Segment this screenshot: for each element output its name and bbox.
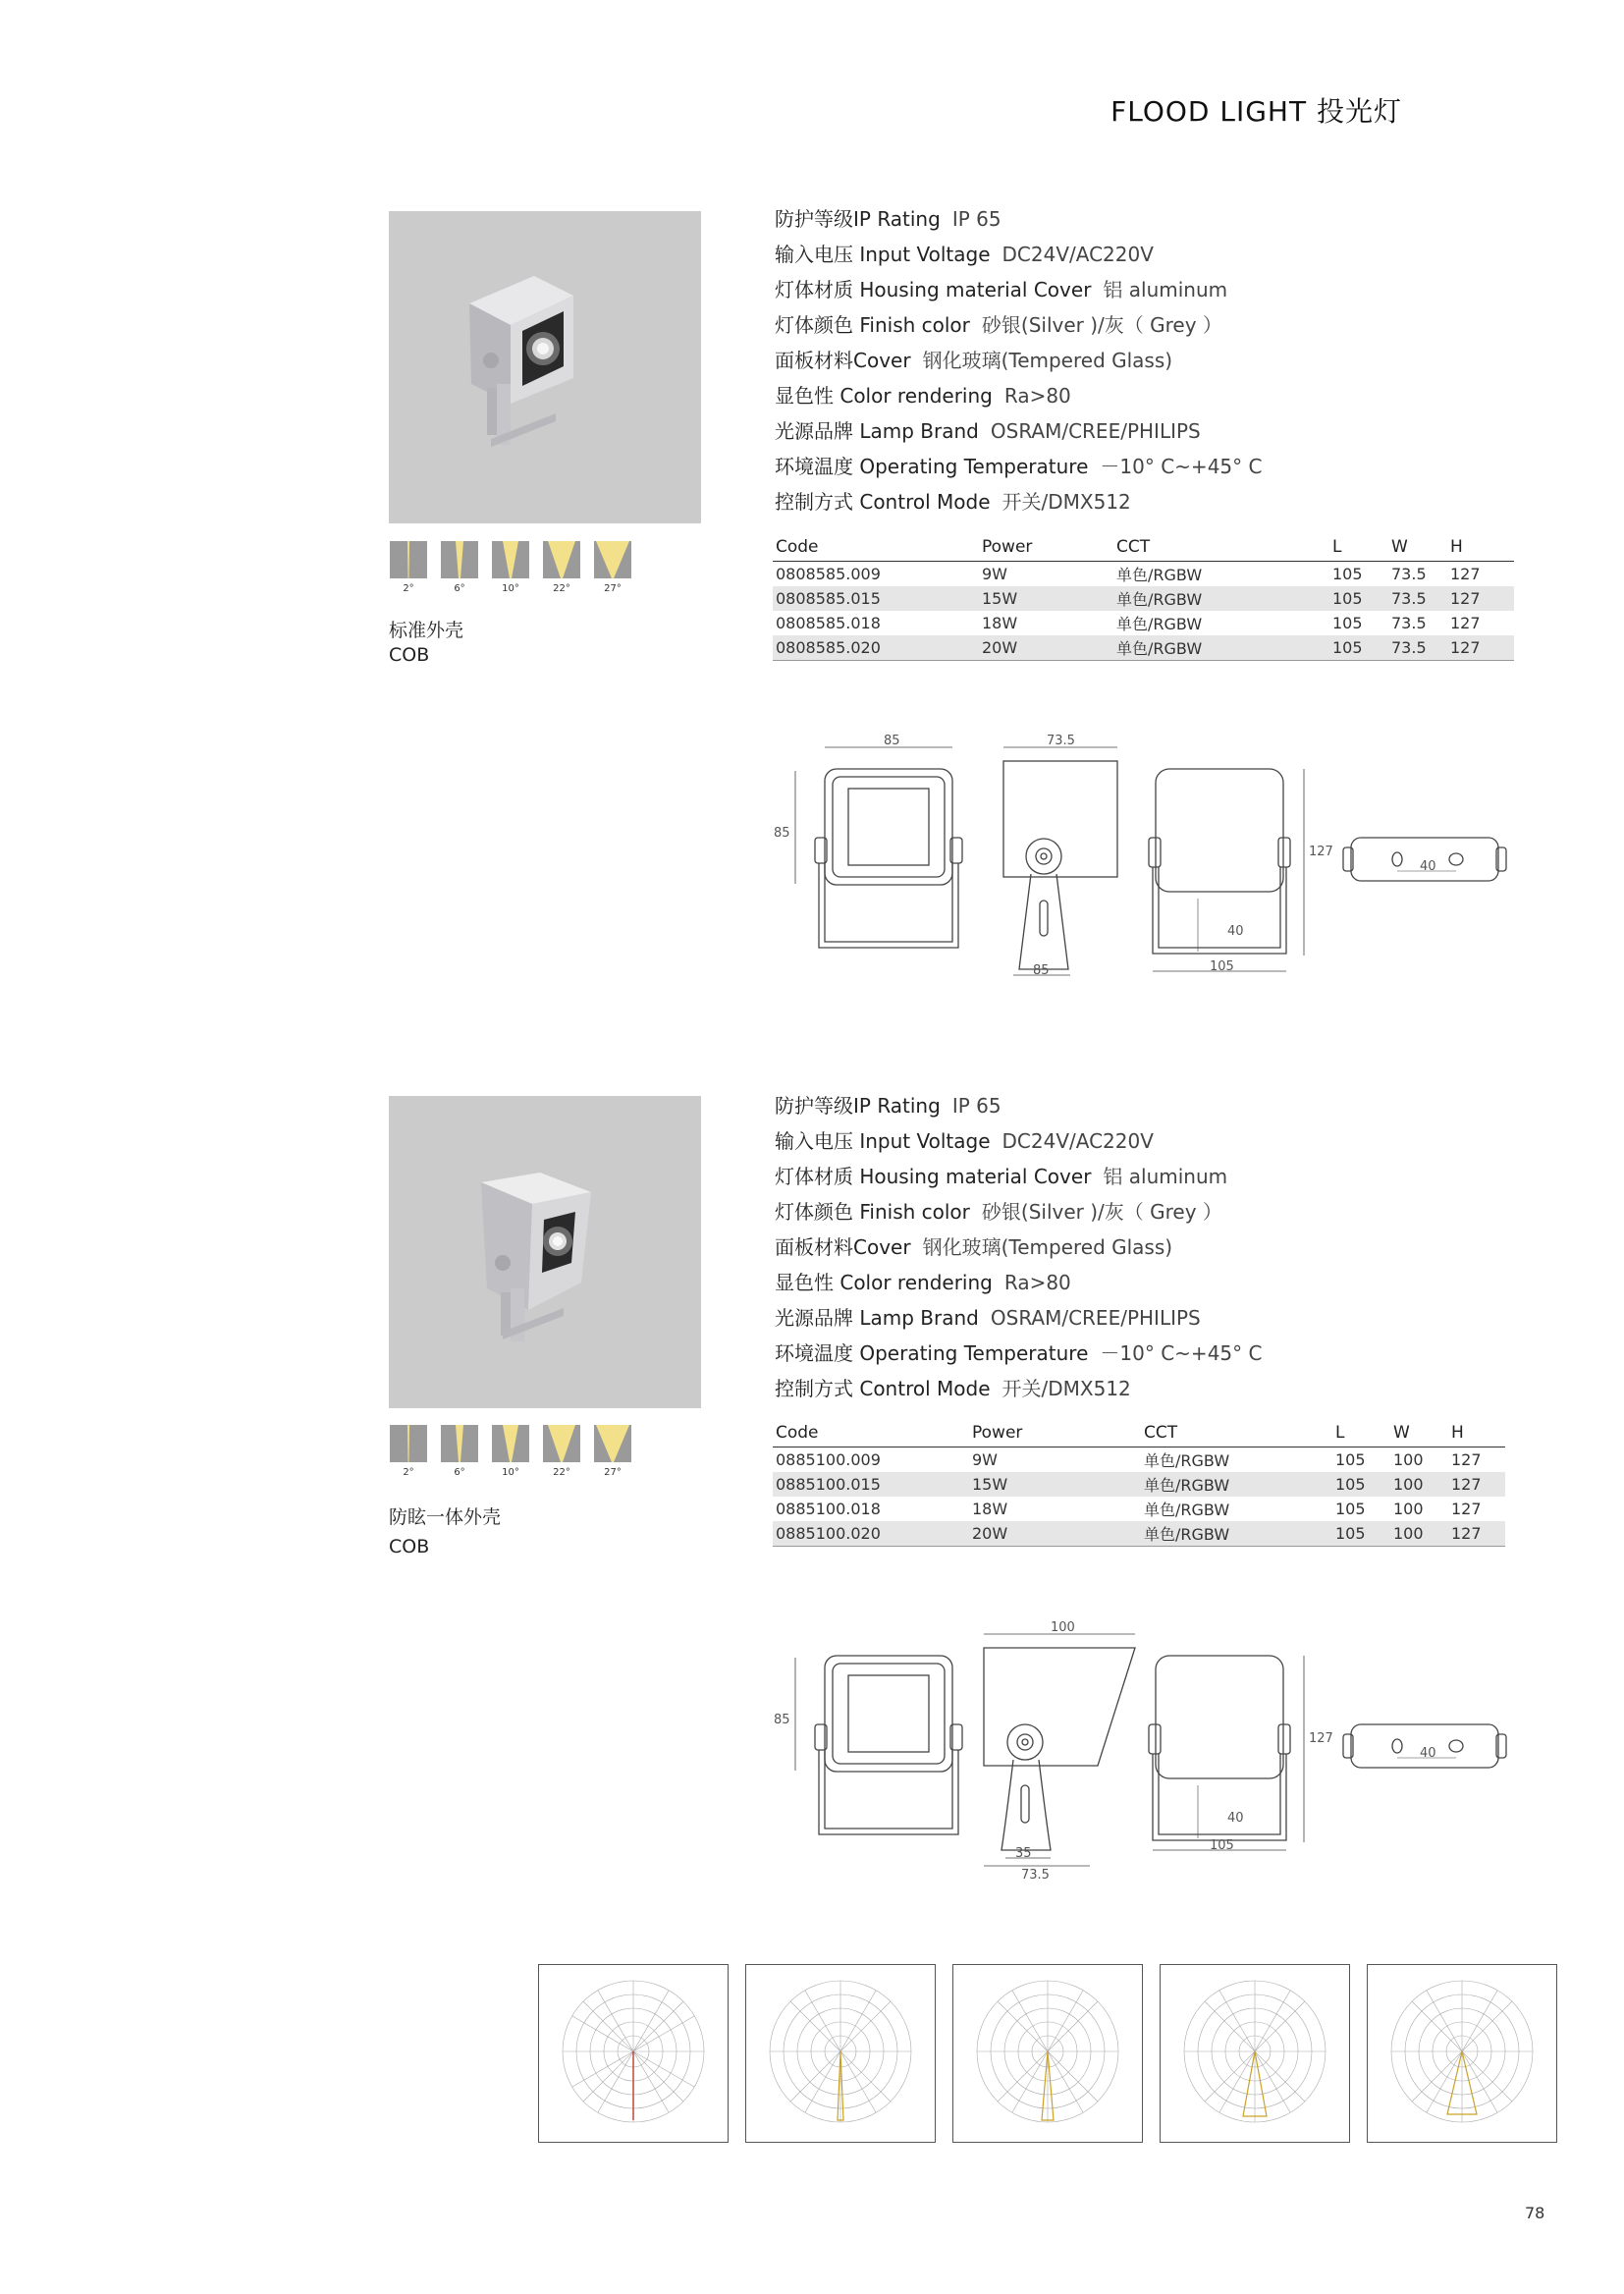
spec-row: 输入电压 Input Voltage DC24V/AC220V <box>775 243 1154 266</box>
series-line: COB <box>389 644 430 666</box>
spec-row: 防护等级IP Rating IP 65 <box>775 1094 1001 1118</box>
spec-row: 输入电压 Input Voltage DC24V/AC220V <box>775 1129 1154 1153</box>
dim-label: 40 <box>1227 924 1244 939</box>
table-row: 0808585.020 20W 单色/RGBW 105 73.5 127 <box>773 635 1514 661</box>
dimension-drawing-anti-glare <box>766 1618 1532 1883</box>
spec-row: 防护等级IP Rating IP 65 <box>775 207 1001 231</box>
beam-angle-label: 2° <box>403 583 414 594</box>
beam-angle-label: 22° <box>553 583 570 594</box>
polar-diagram-2deg <box>538 1964 729 2143</box>
product-photo-anti-glare <box>389 1096 701 1408</box>
dim-label: 85 <box>1033 963 1050 977</box>
dimension-drawing-standard <box>766 732 1532 981</box>
beam-angle-label: 6° <box>454 583 465 594</box>
beam-angle-2 <box>390 1425 427 1478</box>
dim-label: 73.5 <box>1047 734 1075 748</box>
beam-angle-label: 22° <box>553 1467 570 1478</box>
page-number: 78 <box>1525 2204 1545 2222</box>
polar-diagram-10deg <box>952 1964 1143 2143</box>
beam-angle-label: 10° <box>502 1467 519 1478</box>
spec-row: 面板材料Cover 钢化玻璃(Tempered Glass) <box>775 349 1173 372</box>
series-line: 标准外壳 <box>389 620 464 641</box>
dim-label: 40 <box>1227 1811 1244 1826</box>
table-header-row: Code Power CCT L W H <box>773 1422 1505 1447</box>
table-header-row: Code Power CCT L W H <box>773 536 1514 562</box>
dim-label: 105 <box>1210 1838 1234 1853</box>
beam-angle-27 <box>594 541 631 594</box>
dim-label: 85 <box>884 734 900 748</box>
spec-row: 显色性 Color rendering Ra>80 <box>775 1271 1071 1294</box>
polar-diagram-6deg <box>745 1964 936 2143</box>
table-row: 0808585.009 9W 单色/RGBW 105 73.5 127 <box>776 565 1481 584</box>
dim-label: 100 <box>1051 1620 1075 1635</box>
series-name <box>389 1502 501 1561</box>
series-line: COB <box>389 1536 430 1557</box>
page-title: FLOOD LIGHT 投光灯 <box>1110 95 1402 128</box>
dim-label: 127 <box>1309 845 1333 859</box>
beam-angle-label: 27° <box>604 1467 622 1478</box>
polar-diagram-27deg <box>1367 1964 1557 2143</box>
dim-label: 127 <box>1309 1731 1333 1746</box>
code-table <box>773 536 1514 661</box>
series-name <box>389 619 463 668</box>
beam-angle-label: 10° <box>502 583 519 594</box>
dim-label: 105 <box>1210 959 1234 974</box>
spec-row: 环境温度 Operating Temperature －10° C~+45° C <box>775 455 1263 478</box>
dim-label: 35 <box>1015 1846 1032 1861</box>
spec-row: 面板材料Cover 钢化玻璃(Tempered Glass) <box>775 1235 1173 1259</box>
table-row: 0808585.018 18W 单色/RGBW 105 73.5 127 <box>776 614 1481 633</box>
product-photo-standard <box>389 211 701 523</box>
beam-angle-6 <box>441 541 478 594</box>
table-row: 0885100.018 18W 单色/RGBW 105 100 127 <box>776 1500 1482 1519</box>
beam-angle-27 <box>594 1425 631 1478</box>
beam-angle-2 <box>390 541 427 594</box>
table-row: 0808585.015 15W 单色/RGBW 105 73.5 127 <box>773 586 1514 611</box>
dim-label: 85 <box>774 1713 790 1727</box>
dim-label: 85 <box>774 826 790 841</box>
table-row: 0885100.009 9W 单色/RGBW 105 100 127 <box>776 1450 1482 1470</box>
beam-angle-10 <box>492 1425 529 1478</box>
beam-angle-label: 2° <box>403 1467 414 1478</box>
spec-row: 光源品牌 Lamp Brand OSRAM/CREE/PHILIPS <box>775 419 1201 443</box>
beam-angle-6 <box>441 1425 478 1478</box>
spec-row: 环境温度 Operating Temperature －10° C~+45° C <box>775 1341 1263 1365</box>
spec-row: 显色性 Color rendering Ra>80 <box>775 384 1071 408</box>
dim-label: 40 <box>1420 859 1436 874</box>
table-row: 0885100.020 20W 单色/RGBW 105 100 127 <box>773 1521 1505 1547</box>
spec-row: 光源品牌 Lamp Brand OSRAM/CREE/PHILIPS <box>775 1306 1201 1330</box>
spec-row: 灯体颜色 Finish color 砂银(Silver )/灰（ Grey ） <box>775 313 1222 337</box>
spec-row: 控制方式 Control Mode 开关/DMX512 <box>775 1377 1131 1400</box>
spec-list <box>775 1088 1262 1406</box>
beam-angle-row <box>390 541 631 594</box>
table-row: 0885100.015 15W 单色/RGBW 105 100 127 <box>773 1472 1505 1497</box>
polar-diagram-row <box>538 1964 1557 2143</box>
beam-angle-row <box>390 1425 631 1478</box>
beam-angle-label: 27° <box>604 583 622 594</box>
beam-angle-10 <box>492 541 529 594</box>
beam-angle-label: 6° <box>454 1467 465 1478</box>
spec-row: 灯体颜色 Finish color 砂银(Silver )/灰（ Grey ） <box>775 1200 1222 1224</box>
code-table <box>773 1422 1505 1547</box>
beam-angle-22 <box>543 1425 580 1478</box>
spec-row: 控制方式 Control Mode 开关/DMX512 <box>775 490 1131 514</box>
beam-angle-22 <box>543 541 580 594</box>
dim-label: 40 <box>1420 1746 1436 1761</box>
series-line: 防眩一体外壳 <box>389 1506 502 1528</box>
spec-row: 灯体材质 Housing material Cover 铝 aluminum <box>775 278 1228 301</box>
polar-diagram-22deg <box>1160 1964 1350 2143</box>
spec-list <box>775 201 1262 519</box>
spec-row: 灯体材质 Housing material Cover 铝 aluminum <box>775 1165 1228 1188</box>
dim-label: 73.5 <box>1021 1868 1050 1879</box>
